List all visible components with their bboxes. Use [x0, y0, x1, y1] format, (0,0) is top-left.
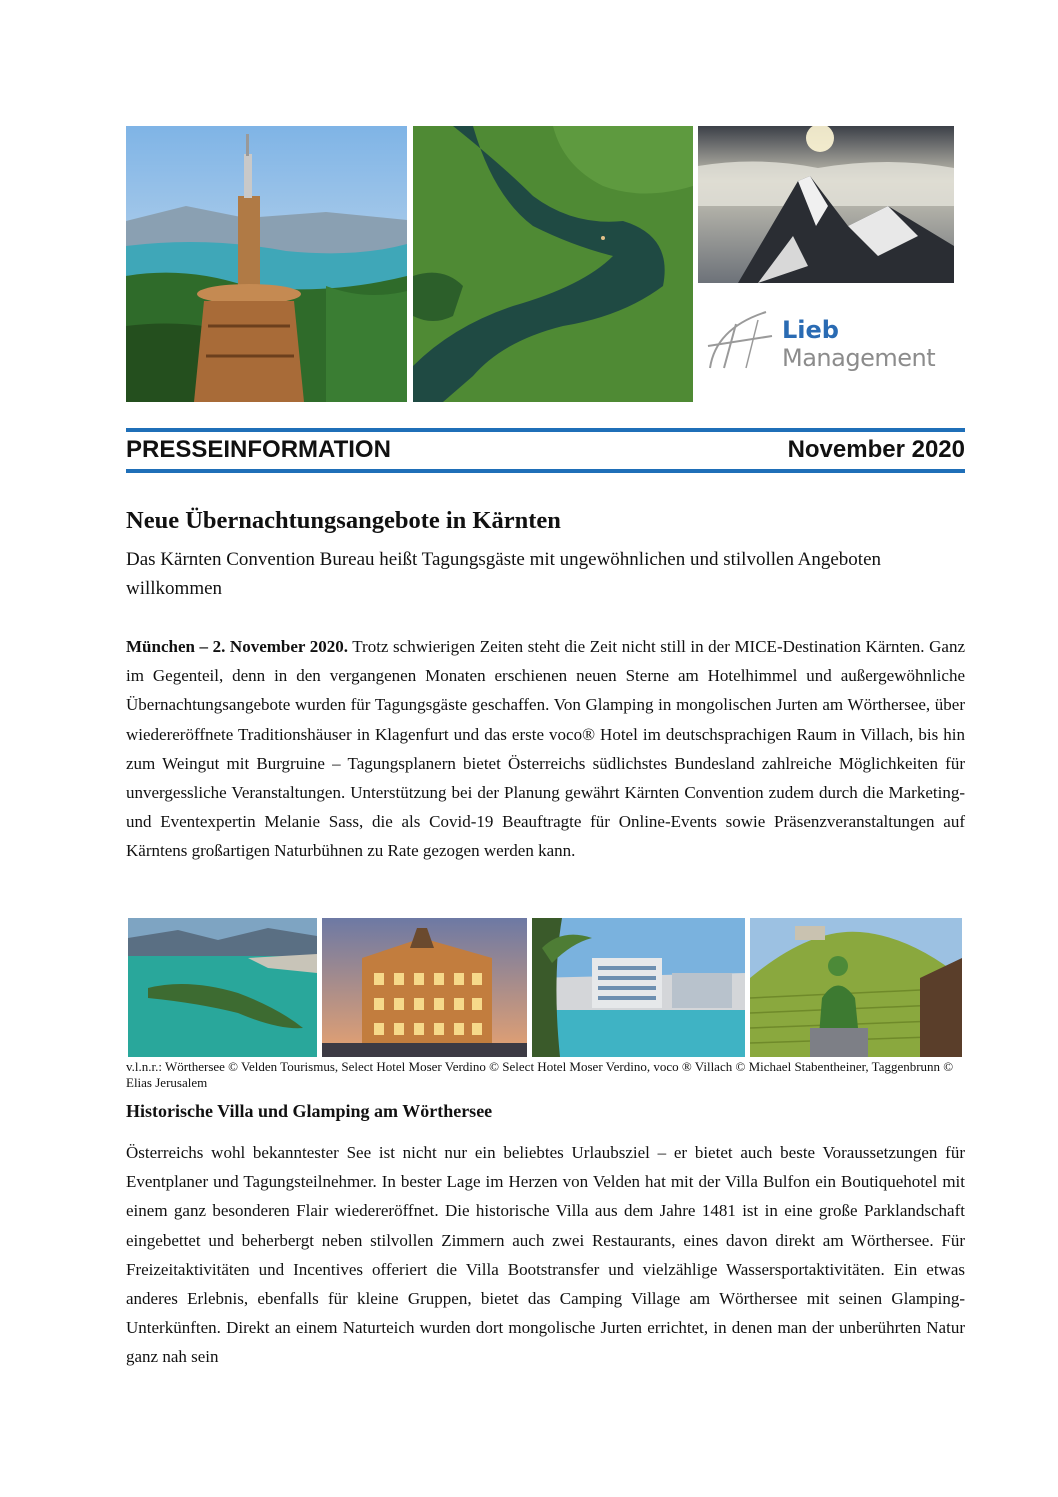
tower-lake-photo: [126, 126, 407, 402]
press-date: November 2020: [787, 436, 965, 463]
section-paragraph: Österreichs wohl bekanntester See ist nicht nur ein beliebtes Urlaubsziel – er bietet auch beste Voraussetzungen für Eventplaner und Tagungsteilnehmer. In bester Lage im Herzen von Velden hat mit der Villa Bulfon ein Boutiquehotel mit einem ganz besonderen Flair wiedereröffnet. Die historische Villa aus dem Jahre 1481 ist in eine große Parklandschaft eingebettet und beherbergt neben stilvollen Zimmern auch zwei Restaurants, eines davon direkt am Wörthersee. Für Freizeitaktivitäten und Incentives offeriert die Villa Bootstransfer und vielzählige Wassersportaktivitäten. Ein etwas anderes Erlebnis, ebenfalls für kleine Gruppen, bietet das Camping Village am Wörthersee mit seinen Glamping-Unterkünften. Direkt an einem Naturteich wurden dort mongolische Jurten errichtet, in denen man der unberührten Natur ganz nah sein: [126, 1143, 965, 1367]
page-subtitle: Das Kärnten Convention Bureau heißt Tagungsgäste mit ungewöhnlichen und stilvollen Angeboten willkommen: [126, 549, 882, 599]
woerthersee-island-photo: [128, 918, 317, 1057]
lieb-management-logo: [706, 308, 956, 378]
logo-mark-icon: [706, 308, 786, 370]
logo-wordmark-lieb: Lieb: [782, 316, 839, 344]
intro-paragraph: [126, 632, 965, 866]
banner-rule-bottom: [126, 469, 965, 473]
banner-rule-top: [126, 428, 965, 432]
press-label: PRESSEINFORMATION: [126, 436, 391, 463]
intro-text: Trotz schwierigen Zeiten steht die Zeit nicht still in der MICE-Destination Kärnten. Ganz im Gegenteil, denn in den vergangenen Monaten erschienen neuen Sterne am Hotelhimmel und außergewöhnliche Übernachtungsangebote wurden für Tagungsgäste geschaffen. Von Glamping in mongolischen Jurten am Wörthersee, über wiedereröffnete Traditionshäuser in Klagenfurt und das erste voco® Hotel im deutschsprachigen Raum in Villach, bis hin zum Weingut mit Burgruine – Tagungsplanern bietet Österreichs südlichstes Bundesland zahlreiche Möglichkeiten für unvergessliche Veranstaltungen. Unterstützung bei der Planung gewährt Kärnten Convention zudem durch die Marketing- und Eventexpertin Melanie Sass, die als Covid-19 Beauftragte für Online-Events sowie Präsenzveranstaltungen auf Kärntens großartigen Naturbühnen zu Rate gezogen werden kann.: [126, 637, 965, 861]
photo-caption: v.l.n.r.: Wörthersee © Velden Tourismus, Select Hotel Moser Verdino © Select Hotel Moser Verdino, voco ® Villach © Michael Stabentheiner, Taggenbrunn © Elias Jerusalem: [126, 1059, 954, 1090]
intro-dateline: München – 2. November 2020.: [126, 637, 348, 656]
page-title: Neue Übernachtungsangebote in Kärnten: [126, 507, 561, 534]
reed-river-aerial-photo: [413, 126, 693, 402]
section-heading: Historische Villa und Glamping am Wörthersee: [126, 1101, 493, 1121]
voco-villach-photo: [532, 918, 745, 1057]
hotel-moser-verdino-photo: [322, 918, 527, 1057]
taggenbrunn-vineyard-photo: [750, 918, 962, 1057]
logo-wordmark-management: Management: [782, 344, 936, 372]
mountain-peak-photo: [698, 126, 954, 283]
